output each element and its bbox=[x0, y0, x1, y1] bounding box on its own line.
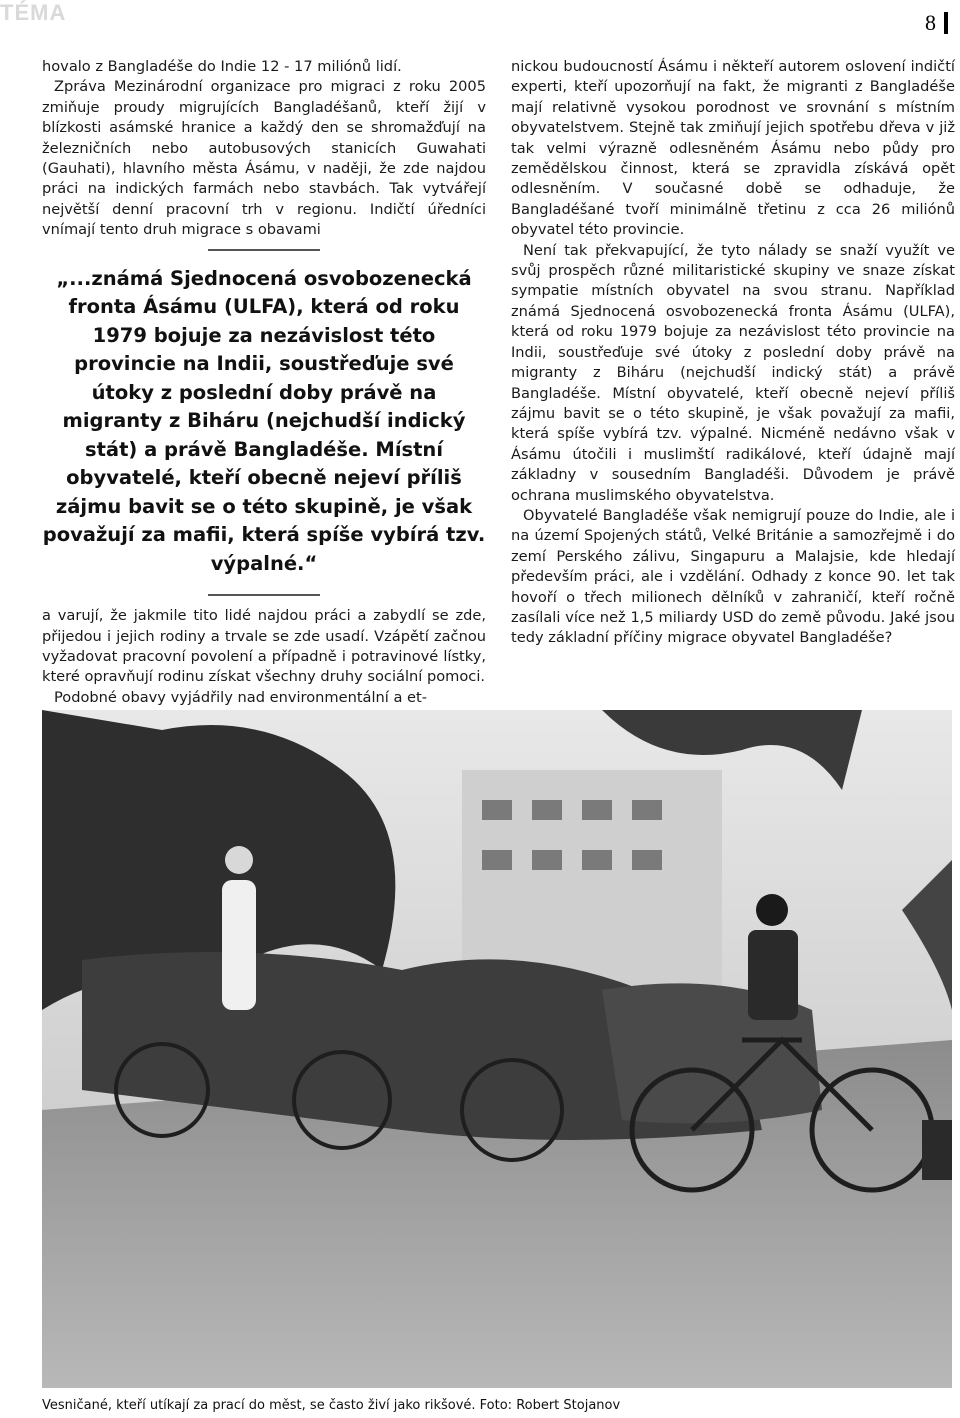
pullquote-top-rule bbox=[208, 249, 320, 251]
body-paragraph: Podobné obavy vyjádřily nad environmentální a et- bbox=[54, 688, 428, 706]
section-tag: TÉMA bbox=[0, 0, 67, 25]
pullquote: „...známá Sjednocená osvobozenecká fronta Ásámu (ULFA), která od roku 1979 bojuje za nezávislost této provincie na Indii, soustřeďuje své útoky z poslední doby právě na migranty z Biháru (nejchudší indický stát) a právě Bangladéše. Místní obyvatelé, kteří obecně nejeví příliš zájmu bavit se o této skupině, je však považují za mafii, která spíše vybírá tzv. výpalné.“ bbox=[42, 266, 486, 575]
photo-caption: Vesničané, kteří utíkají za prací do měst, se často živí jako rikšové. Foto: Robert Stojanov bbox=[42, 1398, 621, 1413]
rickshaw-street-photo bbox=[42, 710, 952, 1388]
right-column bbox=[511, 57, 955, 649]
body-paragraph: Není tak překvapující, že tyto nálady se snaží využít ve svůj prospěch různé militaristické skupiny ve snaze získat sympatie místních obyvatel na svou stranu. Například známá Sjednocená osvobozenecká fronta Ásámu (ULFA), která od roku 1979 bojuje za nezávislost této provincie na Indii, soustřeďuje své útoky z poslední doby právě na migranty z Biháru (nejchudší indický stát) a právě Bangladéše. Místní obyvatelé, kteří obecně nejeví příliš zájmu bavit se o této skupině, je však považují za mafii, která spíše vybírá tzv. výpalné. Nicméně nedávno však v Ásámu útočili i muslimští radikálové, kteří údajně mají základny v sousedním Bangladéši. Důvodem je právě ochrana muslimského obyvatelstva. bbox=[511, 241, 955, 504]
left-column bbox=[42, 57, 486, 708]
body-paragraph: a varují, že jakmile tito lidé najdou práci a zabydlí se zde, přijedou i jejich rodiny a trvale se zde usadí. Vzápětí začnou vyžadovat pracovní povolení a případně i potravinové lístky, které opravňují rodinu získat všechny druhy sociální pomoci. bbox=[42, 607, 486, 686]
body-paragraph: Obyvatelé Bangladéše však nemigrují pouze do Indie, ale i na území Spojených států, Velké Británie a samozřejmě i do zemí Perského zálivu, Singapuru a Malajsie, kde hledají především práci, ale i vzdělání. Odhady z konce 90. let tak hovoří o třech milionech dělníků v zahraničí, kteří ročně zasílali více než 1,5 miliardy USD do země původu. Jaké jsou tedy základní příčiny migrace obyvatel Bangladéše? bbox=[511, 506, 955, 647]
page-number: 8 bbox=[925, 12, 948, 34]
body-paragraph: hovalo z Bangladéše do Indie 12 - 17 miliónů lidí. bbox=[42, 58, 402, 75]
body-paragraph: nickou budoucností Ásámu i někteří autorem oslovení indičtí experti, kteří upozorňují na fakt, že migranti z Bangladéše mají relativně vysokou porodnost ve srovnání s místním obyvatelstvem. Stejně tak zmiňují jejich spotřebu dřeva v již tak velmi výrazně odlesněném Ásámu nebo půdy pro zemědělskou činnost, která se zpravidla získává opět odlesněním. V současné době se odhaduje, že Bangladéšané tvoří minimálně třetinu z cca 26 miliónů obyvatel této provincie. bbox=[511, 58, 955, 239]
pullquote-block bbox=[42, 249, 486, 597]
pullquote-bottom-rule bbox=[208, 594, 320, 596]
photo-illustration bbox=[42, 710, 952, 1388]
body-paragraph: Zpráva Mezinárodní organizace pro migraci z roku 2005 zmiňuje proudy migrujících Bangladéšanů, kteří žijí v blízkosti asámské hranice a každý den se shromažďují na železničních nebo autobusových stanicích Guwahati (Gauhati), hlavního města Ásámu, v naději, že zde najdou práci na indických farmách nebo stavbách. Tak vytvářejí největší denní pracovní trh v regionu. Indičtí úředníci vnímají tento druh migrace s obavami bbox=[42, 78, 486, 239]
